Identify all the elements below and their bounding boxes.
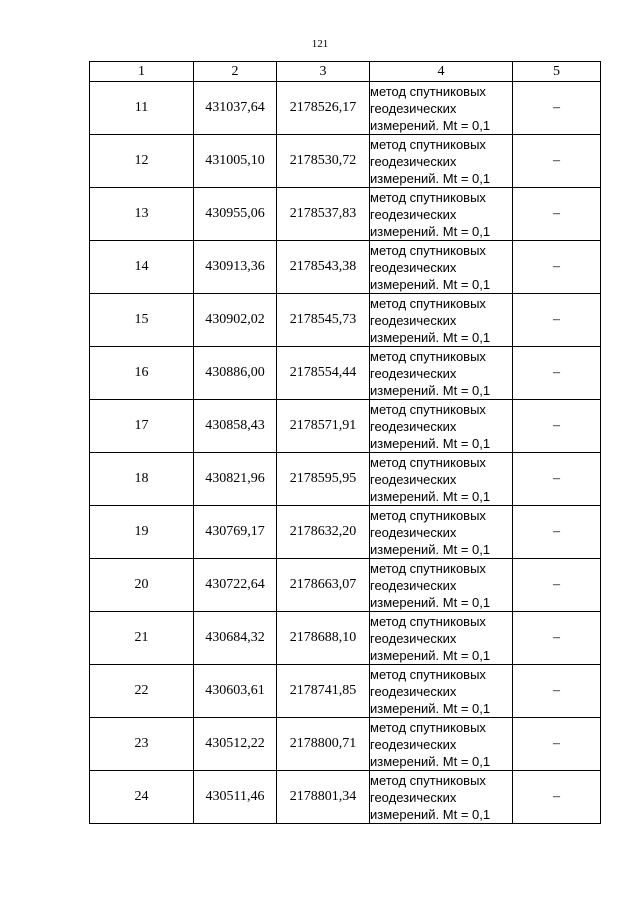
method-line: геодезических: [370, 683, 457, 699]
method-line: измерений. Mt = 0,1: [370, 647, 491, 663]
method-line: геодезических: [370, 577, 457, 593]
method-cell: [370, 188, 513, 241]
method-cell: [370, 294, 513, 347]
method-line: измерений. Mt = 0,1: [370, 382, 491, 398]
y-coordinate-cell: 2178543,38: [277, 241, 370, 294]
note-cell: –: [513, 718, 601, 771]
method-line: измерений. Mt = 0,1: [370, 594, 491, 610]
method-line: геодезических: [370, 524, 457, 540]
method-cell: [370, 400, 513, 453]
method-line: измерений. Mt = 0,1: [370, 753, 491, 769]
method-line: геодезических: [370, 206, 457, 222]
note-cell: –: [513, 82, 601, 135]
method-line: метод спутниковых: [370, 507, 486, 523]
x-coordinate-cell: 430955,06: [194, 188, 277, 241]
method-line: метод спутниковых: [370, 666, 486, 682]
table-row: [90, 347, 601, 400]
method-line: геодезических: [370, 100, 457, 116]
table-header-row: [90, 62, 601, 82]
method-line: измерений. Mt = 0,1: [370, 170, 491, 186]
y-coordinate-cell: 2178554,44: [277, 347, 370, 400]
method-line: метод спутниковых: [370, 560, 486, 576]
point-number-cell: 19: [90, 506, 194, 559]
method-line: метод спутниковых: [370, 295, 486, 311]
point-number-cell: 24: [90, 771, 194, 824]
note-cell: –: [513, 400, 601, 453]
y-coordinate-cell: 2178632,20: [277, 506, 370, 559]
method-line: метод спутниковых: [370, 189, 486, 205]
table-row: [90, 453, 601, 506]
column-header: 4: [370, 62, 513, 82]
note-cell: –: [513, 188, 601, 241]
method-cell: [370, 135, 513, 188]
y-coordinate-cell: 2178530,72: [277, 135, 370, 188]
method-line: геодезических: [370, 471, 457, 487]
page-number: 121: [311, 38, 329, 50]
method-cell: [370, 612, 513, 665]
note-cell: –: [513, 347, 601, 400]
note-cell: –: [513, 559, 601, 612]
note-cell: –: [513, 241, 601, 294]
coordinates-table: [89, 61, 601, 824]
x-coordinate-cell: 430886,00: [194, 347, 277, 400]
table-row: [90, 718, 601, 771]
x-coordinate-cell: 430858,43: [194, 400, 277, 453]
table-row: [90, 506, 601, 559]
y-coordinate-cell: 2178663,07: [277, 559, 370, 612]
note-cell: –: [513, 612, 601, 665]
note-cell: –: [513, 771, 601, 824]
y-coordinate-cell: 2178545,73: [277, 294, 370, 347]
method-line: измерений. Mt = 0,1: [370, 223, 491, 239]
point-number-cell: 16: [90, 347, 194, 400]
method-line: метод спутниковых: [370, 613, 486, 629]
table-row: [90, 188, 601, 241]
method-line: измерений. Mt = 0,1: [370, 276, 491, 292]
x-coordinate-cell: 430603,61: [194, 665, 277, 718]
y-coordinate-cell: 2178741,85: [277, 665, 370, 718]
note-cell: –: [513, 294, 601, 347]
method-line: метод спутниковых: [370, 83, 486, 99]
method-cell: [370, 82, 513, 135]
method-line: геодезических: [370, 312, 457, 328]
column-header: 5: [513, 62, 601, 82]
point-number-cell: 22: [90, 665, 194, 718]
method-line: измерений. Mt = 0,1: [370, 435, 491, 451]
point-number-cell: 20: [90, 559, 194, 612]
method-line: измерений. Mt = 0,1: [370, 488, 491, 504]
x-coordinate-cell: 430511,46: [194, 771, 277, 824]
column-header: 1: [90, 62, 194, 82]
method-line: геодезических: [370, 418, 457, 434]
table-row: [90, 612, 601, 665]
y-coordinate-cell: 2178537,83: [277, 188, 370, 241]
method-line: геодезических: [370, 259, 457, 275]
method-line: метод спутниковых: [370, 348, 486, 364]
table-row: [90, 135, 601, 188]
x-coordinate-cell: 430722,64: [194, 559, 277, 612]
point-number-cell: 17: [90, 400, 194, 453]
column-header: 2: [194, 62, 277, 82]
x-coordinate-cell: 430913,36: [194, 241, 277, 294]
table-row: [90, 82, 601, 135]
table-row: [90, 294, 601, 347]
method-line: геодезических: [370, 630, 457, 646]
method-cell: [370, 665, 513, 718]
method-line: метод спутниковых: [370, 242, 486, 258]
table-row: [90, 771, 601, 824]
method-line: геодезических: [370, 736, 457, 752]
method-line: измерений. Mt = 0,1: [370, 806, 491, 822]
x-coordinate-cell: 431037,64: [194, 82, 277, 135]
table-row: [90, 559, 601, 612]
method-cell: [370, 347, 513, 400]
y-coordinate-cell: 2178688,10: [277, 612, 370, 665]
x-coordinate-cell: 431005,10: [194, 135, 277, 188]
table-body: [90, 82, 601, 824]
y-coordinate-cell: 2178800,71: [277, 718, 370, 771]
y-coordinate-cell: 2178571,91: [277, 400, 370, 453]
method-line: геодезических: [370, 153, 457, 169]
method-line: метод спутниковых: [370, 401, 486, 417]
point-number-cell: 14: [90, 241, 194, 294]
method-cell: [370, 453, 513, 506]
point-number-cell: 11: [90, 82, 194, 135]
x-coordinate-cell: 430684,32: [194, 612, 277, 665]
y-coordinate-cell: 2178595,95: [277, 453, 370, 506]
method-line: метод спутниковых: [370, 454, 486, 470]
point-number-cell: 12: [90, 135, 194, 188]
point-number-cell: 21: [90, 612, 194, 665]
method-line: измерений. Mt = 0,1: [370, 541, 491, 557]
method-line: геодезических: [370, 789, 457, 805]
method-line: измерений. Mt = 0,1: [370, 117, 491, 133]
point-number-cell: 23: [90, 718, 194, 771]
x-coordinate-cell: 430821,96: [194, 453, 277, 506]
method-line: метод спутниковых: [370, 772, 486, 788]
method-line: измерений. Mt = 0,1: [370, 700, 491, 716]
method-line: измерений. Mt = 0,1: [370, 329, 491, 345]
table-row: [90, 665, 601, 718]
method-line: метод спутниковых: [370, 719, 486, 735]
method-cell: [370, 559, 513, 612]
point-number-cell: 13: [90, 188, 194, 241]
note-cell: –: [513, 665, 601, 718]
y-coordinate-cell: 2178526,17: [277, 82, 370, 135]
method-cell: [370, 771, 513, 824]
method-cell: [370, 241, 513, 294]
method-cell: [370, 506, 513, 559]
note-cell: –: [513, 135, 601, 188]
method-cell: [370, 718, 513, 771]
point-number-cell: 18: [90, 453, 194, 506]
note-cell: –: [513, 506, 601, 559]
method-line: геодезических: [370, 365, 457, 381]
table-row: [90, 241, 601, 294]
table-row: [90, 400, 601, 453]
point-number-cell: 15: [90, 294, 194, 347]
x-coordinate-cell: 430902,02: [194, 294, 277, 347]
x-coordinate-cell: 430512,22: [194, 718, 277, 771]
y-coordinate-cell: 2178801,34: [277, 771, 370, 824]
column-header: 3: [277, 62, 370, 82]
x-coordinate-cell: 430769,17: [194, 506, 277, 559]
method-line: метод спутниковых: [370, 136, 486, 152]
note-cell: –: [513, 453, 601, 506]
